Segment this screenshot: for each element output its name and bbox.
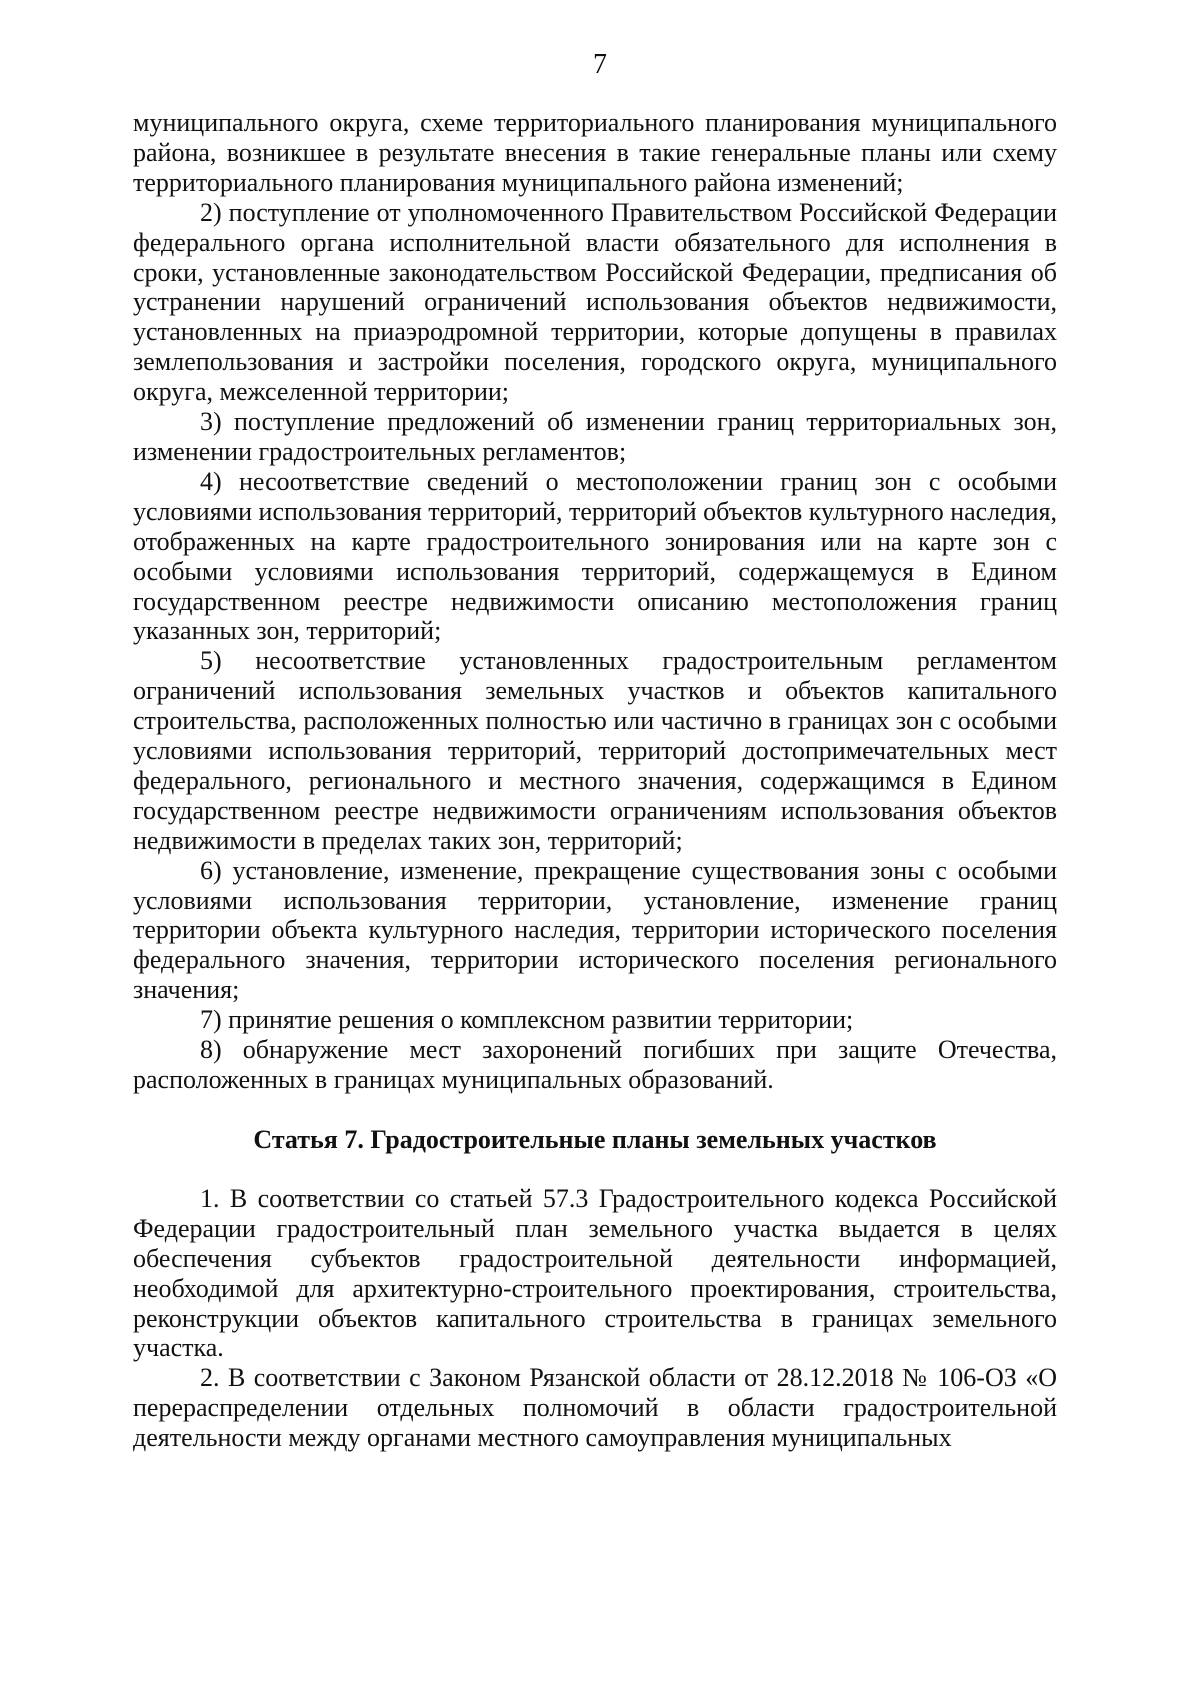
list-item-5: 5) несоответствие установленных градостроительным регламентом ограничений использования земельных участков и объектов капитального строительства, расположенных полностью или частично в границах зон с особыми условиями использования территорий, территорий достопримечательных мест федерального, регионального и местного значения, содержащимся в Едином государственном реестре недвижимости ограничениям использования объектов недвижимости в пределах таких зон, территорий; <box>133 646 1057 855</box>
continuation-paragraph: муниципального округа, схеме территориального планирования муниципального района, возникшее в результате внесения в такие генеральные планы или схему территориального планирования муниципального района изменений; <box>133 108 1057 197</box>
article-paragraph-2: 2. В соответствии с Законом Рязанской области от 28.12.2018 № 106-ОЗ «О перераспределении отдельных полномочий в области градостроительной деятельности между органами местного самоуправления муниципальных <box>133 1363 1057 1453</box>
list-item-7: 7) принятие решения о комплексном развитии территории; <box>200 1005 854 1035</box>
list-item-3: 3) поступление предложений об изменении границ территориальных зон, изменении градостроительных регламентов; <box>133 407 1057 466</box>
list-item-2: 2) поступление от уполномоченного Правительством Российской Федерации федерального органа исполнительной власти обязательного для исполнения в сроки, установленные законодательством Российской Федерации, предписания об устранении нарушений ограничений использования объектов недвижимости, установленных на приаэродромной территории, которые допущены в правилах землепользования и застройки поселения, городского округа, муниципального округа, межселенной территории; <box>133 197 1057 407</box>
list-item-6: 6) установление, изменение, прекращение существования зоны с особыми условиями использования территории, установление, изменение границ территории объекта культурного наследия, территории исторического поселения федерального значения, территории исторического поселения регионального значения; <box>133 855 1057 1005</box>
list-item-8: 8) обнаружение мест захоронений погибших при защите Отечества, расположенных в границах муниципальных образований. <box>133 1035 1057 1094</box>
article-heading: Статья 7. Градостроительные планы земельных участков <box>253 1124 937 1154</box>
article-paragraph-1: 1. В соответствии со статьей 57.3 Градостроительного кодекса Российской Федерации градостроительный план земельного участка выдается в целях обеспечения субъектов градостроительной деятельности информацией, необходимой для архитектурно-строительного проектирования, строительства, реконструкции объектов капитального строительства в границах земельного участка. <box>133 1183 1057 1363</box>
document-body <box>133 108 1057 1453</box>
page-number: 7 <box>593 49 607 80</box>
list-item-4: 4) несоответствие сведений о местоположении границ зон с особыми условиями использования территорий, территорий объектов культурного наследия, отображенных на карте градостроительного зонирования или на карте зон с особыми условиями использования территорий, содержащемуся в Едином государственном реестре недвижимости описанию местоположения границ указанных зон, территорий; <box>133 466 1057 646</box>
